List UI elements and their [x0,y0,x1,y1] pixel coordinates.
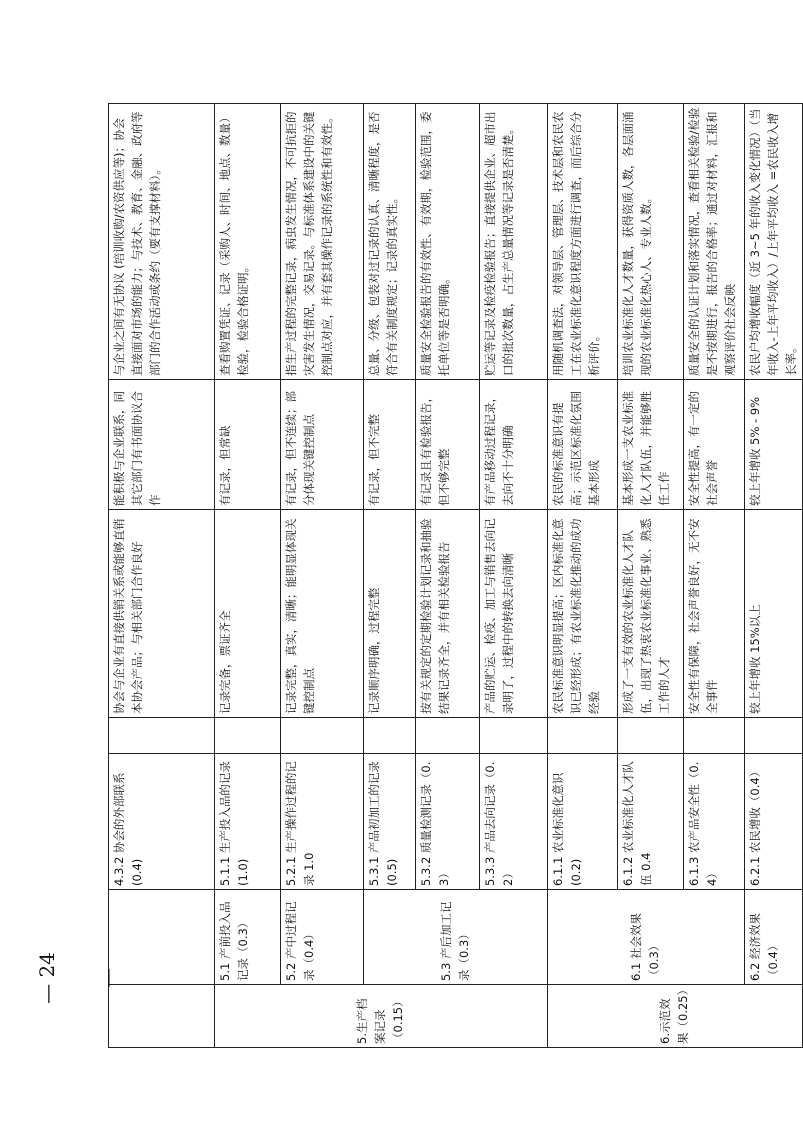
blank-cell [281,718,364,754]
table-row [745,104,803,1048]
excellent-standard-cell: 记录完整，真实，清晰；能明显体现关键控制点 [281,510,364,718]
level2-criterion-cell: 5.3 产后加工记录（0.3） [364,890,548,985]
assessment-method-cell: 用随机调查法，对领导层、管理层、技术层和农民农工在农业标准化意识程度方面进行调查，而后综合分析评价。 [548,104,618,380]
level1-criterion-cell: 6.示范效果（0.25） [548,985,803,1048]
assessment-method-cell: 与企业之间有无协议 (培训收购/农资供应等)；协会直接面对市场的能力；与技术、教育、金融、政府等部门的合作活动或条约（要有支撑材料）。 [109,104,215,380]
assessment-method-cell: 总量、分级、包装对过记录的认真、清晰程度，是否符合有关制度规定；记录的真实性。 [364,104,416,380]
level2-criterion-cell: 6.1 社会效果（0.3） [548,890,745,985]
level1-criterion-cell: 5.生产档案记录（0.15） [215,985,548,1048]
blank-cell [364,718,416,754]
level3-criterion-cell: 5.2.1 生产操作过程的记录 1.0 [281,754,364,890]
blank-cell [618,718,684,754]
blank-cell [416,718,480,754]
table-row [281,104,364,1048]
excellent-standard-cell: 按有关规定的定期检验计划记录和抽验结果记录齐全，并有相关检验报告 [416,510,480,718]
qualified-standard-cell: 能积极与企业联系，同其它部门有书面协议合作 [109,380,215,510]
excellent-standard-cell: 农民标准意识明显提高；区内标准化意识已经形成；有农业标准化推动的成功经验 [548,510,618,718]
qualified-standard-cell: 较上年增收 5% - 9% [745,380,803,510]
level3-criterion-cell: 5.3.3 产品去向记录（0.2） [480,754,548,890]
table-row [109,104,215,1048]
assessment-method-cell: 农民户均增收幅度（近 3~5 年的收入变化情况）（当年收入-上年平均收入）/上年平均收入 =农民收入增长率。 [745,104,803,380]
qualified-standard-cell: 有记录，但常缺 [215,380,281,510]
qualified-standard-cell: 农民的标准意识有提高；示范区标准化氛围基本形成 [548,380,618,510]
level3-criterion-cell: 6.1.3 农产品安全性（0.4） [684,754,745,890]
page-number: — 24 — [35,952,119,1004]
qualified-standard-cell: 安全性提高，有一定的社会声誉 [684,380,745,510]
blank-cell [480,718,548,754]
level2-criterion-cell: 5.2 产中过程记录（0.4） [281,890,364,985]
excellent-standard-cell: 形成了一支有效的农业标准化人才队伍，出现了热衷农业标准化事业、熟悉工作的人才 [618,510,684,718]
level3-criterion-cell: 5.1.1 生产投入品的记录(1.0) [215,754,281,890]
level1-criterion-cell [109,985,215,1048]
level3-criterion-cell: 6.1.1 农业标准化意识 (0.2) [548,754,618,890]
blank-cell [548,718,618,754]
qualified-standard-cell: 基本形成一支农业标准化人才队伍，并能够胜任工作 [618,380,684,510]
blank-cell [745,718,803,754]
qualified-standard-cell: 有记录，但不完整 [364,380,416,510]
excellent-standard-cell: 协会与企业有直接供销关系或能够直销本协会产品；与相关部门合作良好 [109,510,215,718]
assessment-method-cell: 质量安全检验报告的有效性、有效期，检验范围，委托单位等是否明确。 [416,104,480,380]
assessment-method-cell: 指生产过程的完整记录，病虫发生情况，不可抗拒的灾害发生情况，交易记录。与标准体系建设中的关键控制点对应，并有套其操作记录的系统性和有效性。 [281,104,364,380]
table-row [215,104,281,1048]
blank-cell [684,718,745,754]
qualified-standard-cell: 有记录，但不连续；部分体现关键控制点 [281,380,364,510]
level2-criterion-cell: 6.2 经济效果（0.4） [745,890,803,985]
assessment-method-cell: 查看购置凭证、记录（采购人、时间、地点、数量）检验，检验合格证明。 [215,104,281,380]
qualified-standard-cell: 有产品移动过程记录，去向不十分明确 [480,380,548,510]
excellent-standard-cell: 记录顺序明确，过程完整 [364,510,416,718]
level2-criterion-cell: 5.1 产前投入品记录（0.3） [215,890,281,985]
level3-criterion-cell: 6.2.1 农民增收（0.4） [745,754,803,890]
blank-cell [215,718,281,754]
excellent-standard-cell: 安全性有保障，社会声誉良好，无不安全事件 [684,510,745,718]
qualified-standard-cell: 有记录且有检验报告，但不够完整 [416,380,480,510]
assessment-method-cell: 培训农业标准化人才数量，获得资质人数，各层面涌现的农业标准化热心人、专业人数。 [618,104,684,380]
level3-criterion-cell: 4.3.2 协会的外部联系 (0.4) [109,754,215,890]
table-row [364,104,416,1048]
assessment-method-cell: 质量安全的认证计划和落实情况，查看相关检验/检验是不按期进行，报告的合格率；通过对材料，汇报和观察评价社会反映 [684,104,745,380]
assessment-method-cell: 贮运等记录及检疫检验报告；直接提供企业、超市出口的批次数量，占生产总量情况等记录是否清楚。 [480,104,548,380]
evaluation-criteria-table [108,103,803,1048]
level3-criterion-cell: 5.3.1 产品初加工的记录(0.5) [364,754,416,890]
level3-criterion-cell: 6.1.2 农业标准化人才队伍 0.4 [618,754,684,890]
level3-criterion-cell: 5.3.2 质量检测记录（0.3） [416,754,480,890]
excellent-standard-cell: 记录完备，票证齐全 [215,510,281,718]
blank-cell [109,718,215,754]
rotated-table-container [108,104,798,1048]
table-row [548,104,618,1048]
excellent-standard-cell: 较上年增收 15%以上 [745,510,803,718]
excellent-standard-cell: 产品的贮运、检疫、加工与销售去向记录明了，过程中的转换去向清晰 [480,510,548,718]
